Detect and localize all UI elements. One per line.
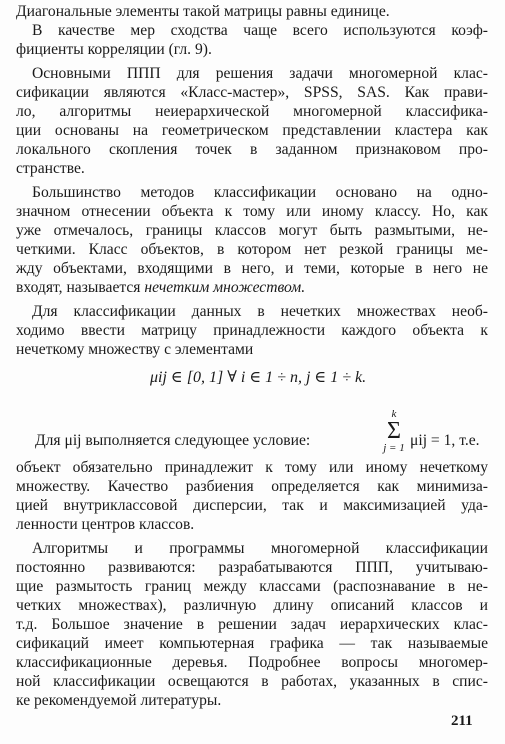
text-line: объект обязательно принадлежит к тому или иному нечеткому <box>16 459 488 476</box>
text-line: постоянно развиваются: разрабатываются ППП, учитываю- <box>16 559 488 576</box>
text-line: Основными ППП для решения задачи многомерной клас- <box>32 65 488 82</box>
text-line: цией внутриклассовой дисперсии, так и максимизацией уда- <box>16 497 488 514</box>
text-line: ходимо ввести матрицу принадлежности каждого объекта к <box>16 322 488 339</box>
text-line: значном отнесении объекта к тому или иному классу. Но, как <box>16 203 488 220</box>
text-line: ленности центров классов. <box>16 516 195 533</box>
text-line: уже отмечалось, границы классов могут быть размытыми, не- <box>16 222 488 239</box>
summation <box>383 408 405 454</box>
text-line: четкими. Класс объектов, в котором нет резкой границы ме- <box>16 241 488 258</box>
text-line: локального скопления точек в заданном признаковом про- <box>16 141 488 158</box>
text-line: В качестве мер сходства чаще всего используются коэф- <box>32 22 488 39</box>
text-line: Большинство методов классификации основано на одно- <box>32 184 488 201</box>
membership-formula: μij ∈ [0, 1] ∀ i ∈ 1 ÷ n, j ∈ 1 ÷ k. <box>150 369 367 386</box>
condition-text: Для μij выполняется следующее условие: <box>35 432 311 449</box>
emphasized-term: нечетким множеством. <box>144 279 306 296</box>
text-line: Диагональные элементы такой матрицы равны единице. <box>16 3 390 20</box>
text-line: нечеткому множеству с элементами <box>16 341 254 358</box>
text-line: ло, алгоритмы неиерархической многомерной классифика- <box>16 103 488 120</box>
text-line: ной классификации освещаются в работах, указанных в спис- <box>16 673 488 690</box>
condition-result: μij = 1, т.е. <box>410 432 480 449</box>
sigma-symbol: Σ <box>387 418 401 444</box>
text-line: т.д. Большое значение в решении задач иерархических клас- <box>16 616 488 633</box>
text-line: ции основаны на геометрическом представлении кластера как <box>16 122 488 139</box>
text-line: сификаций имеет компьютерная графика — так называемые <box>16 635 488 652</box>
sum-upper-limit: k <box>391 408 397 420</box>
sum-lower-limit: j = 1 <box>383 442 405 454</box>
text-line: классификационные деревья. Подробнее вопросы многомер- <box>16 654 488 671</box>
text-line: сификации являются «Класс-мастер», SPSS, SAS. Как прави- <box>16 84 488 101</box>
text-line: жду объектами, входящими в него, и теми, которые в него не <box>16 260 488 277</box>
text-line: странстве. <box>16 160 85 177</box>
text-line: четких множествах), различную длину описаний классов и <box>16 597 488 614</box>
text-line: Алгоритмы и программы многомерной классификации <box>32 540 488 557</box>
text-line: щие размытость границ между классами (распознавание в не- <box>16 578 488 595</box>
text-line: множеству. Качество разбиения определяется как минимиза- <box>16 478 488 495</box>
text-line <box>16 278 488 297</box>
text-line: Для классификации данных в нечетких множествах необ- <box>32 303 488 320</box>
text-line: ке рекомендуемой литературы. <box>16 692 222 709</box>
page-number: 211 <box>451 713 473 729</box>
text-fragment: входят, называется <box>16 279 141 296</box>
text-line: фициенты корреляции (гл. 9). <box>16 41 212 58</box>
